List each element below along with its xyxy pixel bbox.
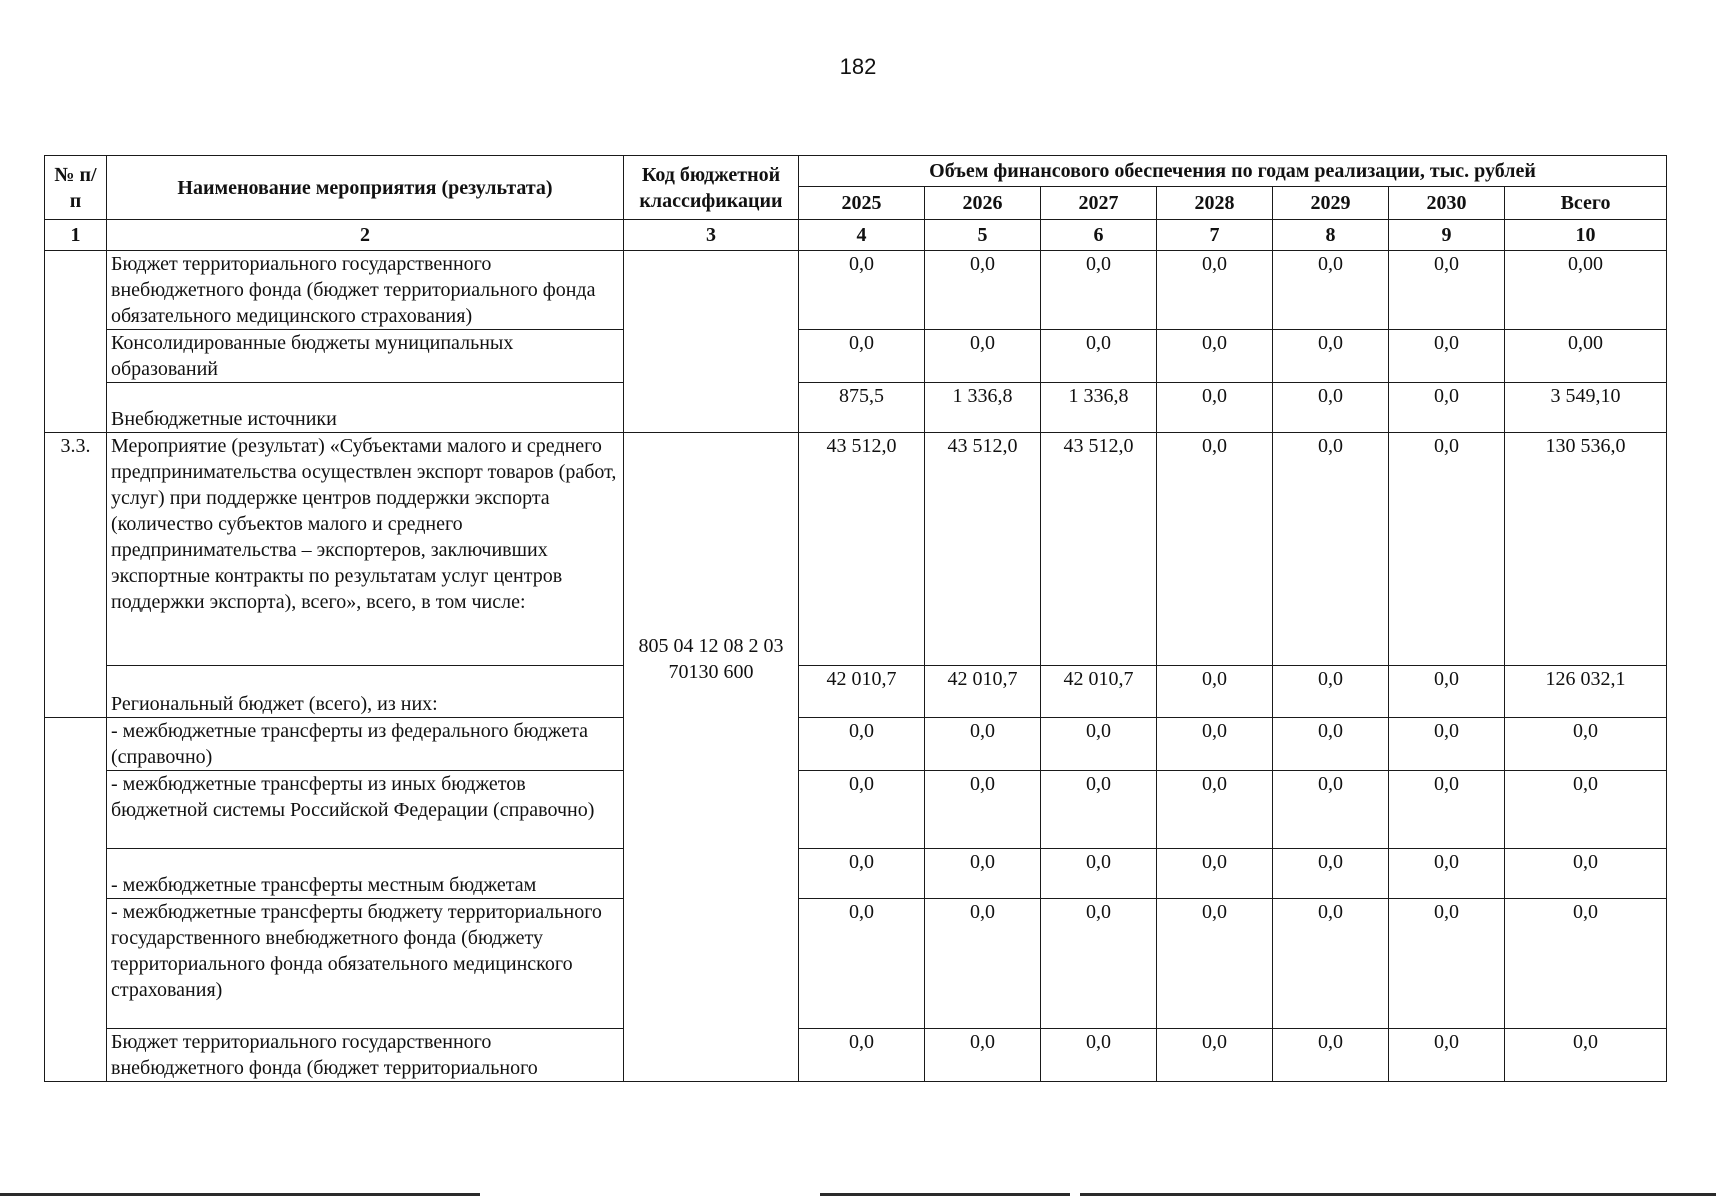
value-cell: 0,0 bbox=[799, 330, 925, 383]
header-year: 2025 bbox=[799, 187, 925, 220]
scan-line bbox=[0, 1193, 480, 1196]
value-cell: 0,0 bbox=[1157, 383, 1273, 433]
row-name: Консолидированные бюджеты муниципальных образований bbox=[107, 330, 624, 383]
value-cell: 0,0 bbox=[1389, 849, 1505, 899]
value-cell: 0,0 bbox=[1273, 718, 1389, 771]
value-cell: 0,0 bbox=[1041, 771, 1157, 849]
value-cell: 0,0 bbox=[925, 899, 1041, 1029]
row-name: - межбюджетные трансферты местным бюджетам bbox=[107, 849, 624, 899]
value-cell: 42 010,7 bbox=[799, 666, 925, 718]
value-cell: 0,0 bbox=[1389, 899, 1505, 1029]
value-cell: 0,0 bbox=[799, 718, 925, 771]
header-num: № п/п bbox=[45, 156, 107, 220]
value-cell: 0,0 bbox=[1389, 718, 1505, 771]
header-volume: Объем финансового обеспечения по годам реализации, тыс. рублей bbox=[799, 156, 1667, 187]
value-cell: 0,0 bbox=[1041, 899, 1157, 1029]
table-row bbox=[45, 1029, 1667, 1082]
value-cell: 875,5 bbox=[799, 383, 925, 433]
total-cell: 0,0 bbox=[1505, 718, 1667, 771]
row-name: - межбюджетные трансферты из иных бюджетов бюджетной системы Российской Федерации (справочно) bbox=[107, 771, 624, 849]
total-cell: 0,0 bbox=[1505, 849, 1667, 899]
column-number: 3 bbox=[624, 220, 799, 251]
total-cell: 130 536,0 bbox=[1505, 433, 1667, 666]
value-cell: 0,0 bbox=[1157, 666, 1273, 718]
value-cell: 0,0 bbox=[1157, 1029, 1273, 1082]
value-cell: 0,0 bbox=[799, 899, 925, 1029]
row-name: - межбюджетные трансферты из федерального бюджета (справочно) bbox=[107, 718, 624, 771]
header-year: 2030 bbox=[1389, 187, 1505, 220]
table-row bbox=[45, 666, 1667, 718]
value-cell: 0,0 bbox=[1157, 849, 1273, 899]
value-cell: 0,0 bbox=[1157, 899, 1273, 1029]
header-year: 2029 bbox=[1273, 187, 1389, 220]
total-cell: 0,0 bbox=[1505, 771, 1667, 849]
value-cell: 0,0 bbox=[925, 849, 1041, 899]
row-name: Региональный бюджет (всего), из них: bbox=[107, 666, 624, 718]
value-cell: 0,0 bbox=[1157, 330, 1273, 383]
column-number: 8 bbox=[1273, 220, 1389, 251]
table-row bbox=[45, 433, 1667, 666]
value-cell: 0,0 bbox=[1157, 433, 1273, 666]
header-name: Наименование мероприятия (результата) bbox=[107, 156, 624, 220]
total-cell: 0,0 bbox=[1505, 899, 1667, 1029]
value-cell: 0,0 bbox=[1273, 771, 1389, 849]
value-cell: 0,0 bbox=[1273, 1029, 1389, 1082]
value-cell: 42 010,7 bbox=[925, 666, 1041, 718]
value-cell: 43 512,0 bbox=[1041, 433, 1157, 666]
column-number: 6 bbox=[1041, 220, 1157, 251]
total-cell: 3 549,10 bbox=[1505, 383, 1667, 433]
value-cell: 0,0 bbox=[1041, 330, 1157, 383]
value-cell: 0,0 bbox=[1041, 251, 1157, 330]
row-index: 3.3. bbox=[45, 433, 107, 718]
column-number: 7 bbox=[1157, 220, 1273, 251]
value-cell: 0,0 bbox=[1273, 251, 1389, 330]
total-cell: 0,00 bbox=[1505, 251, 1667, 330]
value-cell: 0,0 bbox=[1389, 666, 1505, 718]
column-number-row bbox=[45, 220, 1667, 251]
header-row-1 bbox=[45, 156, 1667, 187]
value-cell: 0,0 bbox=[1041, 849, 1157, 899]
row-name: - межбюджетные трансферты бюджету территориального государственного внебюджетного фонда (бюджету территориального фонда обязательного медицинского страхования) bbox=[107, 899, 624, 1029]
value-cell: 43 512,0 bbox=[925, 433, 1041, 666]
header-year: 2028 bbox=[1157, 187, 1273, 220]
scan-line bbox=[1080, 1193, 1716, 1196]
total-cell: 0,0 bbox=[1505, 1029, 1667, 1082]
header-year: 2027 bbox=[1041, 187, 1157, 220]
row-index-empty bbox=[45, 251, 107, 433]
value-cell: 0,0 bbox=[799, 849, 925, 899]
table-row bbox=[45, 849, 1667, 899]
budget-code bbox=[624, 433, 799, 1082]
budget-table bbox=[44, 155, 1667, 1082]
header-year: 2026 bbox=[925, 187, 1041, 220]
value-cell: 0,0 bbox=[1273, 330, 1389, 383]
table-row bbox=[45, 383, 1667, 433]
value-cell: 0,0 bbox=[925, 1029, 1041, 1082]
value-cell: 1 336,8 bbox=[1041, 383, 1157, 433]
table-row bbox=[45, 251, 1667, 330]
total-cell: 126 032,1 bbox=[1505, 666, 1667, 718]
value-cell: 0,0 bbox=[925, 771, 1041, 849]
column-number: 5 bbox=[925, 220, 1041, 251]
budget-code-text: 805 04 12 08 2 03 70130 600 bbox=[638, 635, 784, 683]
row-name: Мероприятие (результат) «Субъектами малого и среднего предпринимательства осуществлен экспорт товаров (работ, услуг) при поддержке центров поддержки экспорта (количество субъектов малого и среднего предпринимательства – экспортеров, заключивших экспортные контракты по результатам услуг центров поддержки экспорта), всего», всего, в том числе: bbox=[107, 433, 624, 666]
row-name: Бюджет территориального государственного внебюджетного фонда (бюджет территориального фонда обязательного медицинского страхования) bbox=[107, 251, 624, 330]
value-cell: 0,0 bbox=[925, 330, 1041, 383]
value-cell: 43 512,0 bbox=[799, 433, 925, 666]
column-number: 10 bbox=[1505, 220, 1667, 251]
value-cell: 0,0 bbox=[925, 251, 1041, 330]
value-cell: 0,0 bbox=[1389, 433, 1505, 666]
column-number: 2 bbox=[107, 220, 624, 251]
value-cell: 0,0 bbox=[799, 251, 925, 330]
column-number: 1 bbox=[45, 220, 107, 251]
value-cell: 0,0 bbox=[1157, 771, 1273, 849]
column-number: 9 bbox=[1389, 220, 1505, 251]
value-cell: 1 336,8 bbox=[925, 383, 1041, 433]
row-index-empty bbox=[45, 718, 107, 1082]
table-row bbox=[45, 899, 1667, 1029]
row-name: Внебюджетные источники bbox=[107, 383, 624, 433]
table-row bbox=[45, 718, 1667, 771]
value-cell: 0,0 bbox=[925, 718, 1041, 771]
value-cell: 0,0 bbox=[1273, 849, 1389, 899]
page-number: 182 bbox=[839, 54, 877, 79]
value-cell: 0,0 bbox=[1041, 718, 1157, 771]
value-cell: 42 010,7 bbox=[1041, 666, 1157, 718]
value-cell: 0,0 bbox=[1389, 251, 1505, 330]
value-cell: 0,0 bbox=[1273, 666, 1389, 718]
scan-line bbox=[820, 1193, 1070, 1196]
row-code-empty bbox=[624, 251, 799, 433]
value-cell: 0,0 bbox=[1389, 330, 1505, 383]
value-cell: 0,0 bbox=[799, 1029, 925, 1082]
table-row bbox=[45, 771, 1667, 849]
column-number: 4 bbox=[799, 220, 925, 251]
value-cell: 0,0 bbox=[799, 771, 925, 849]
value-cell: 0,0 bbox=[1389, 771, 1505, 849]
value-cell: 0,0 bbox=[1389, 1029, 1505, 1082]
value-cell: 0,0 bbox=[1157, 718, 1273, 771]
value-cell: 0,0 bbox=[1389, 383, 1505, 433]
value-cell: 0,0 bbox=[1273, 899, 1389, 1029]
value-cell: 0,0 bbox=[1157, 251, 1273, 330]
table-row bbox=[45, 330, 1667, 383]
value-cell: 0,0 bbox=[1273, 383, 1389, 433]
value-cell: 0,0 bbox=[1041, 1029, 1157, 1082]
header-code: Код бюджетной классификации bbox=[624, 156, 799, 220]
row-name: Бюджет территориального государственного внебюджетного фонда (бюджет территориального bbox=[107, 1029, 624, 1082]
header-total: Всего bbox=[1505, 187, 1667, 220]
total-cell: 0,00 bbox=[1505, 330, 1667, 383]
value-cell: 0,0 bbox=[1273, 433, 1389, 666]
